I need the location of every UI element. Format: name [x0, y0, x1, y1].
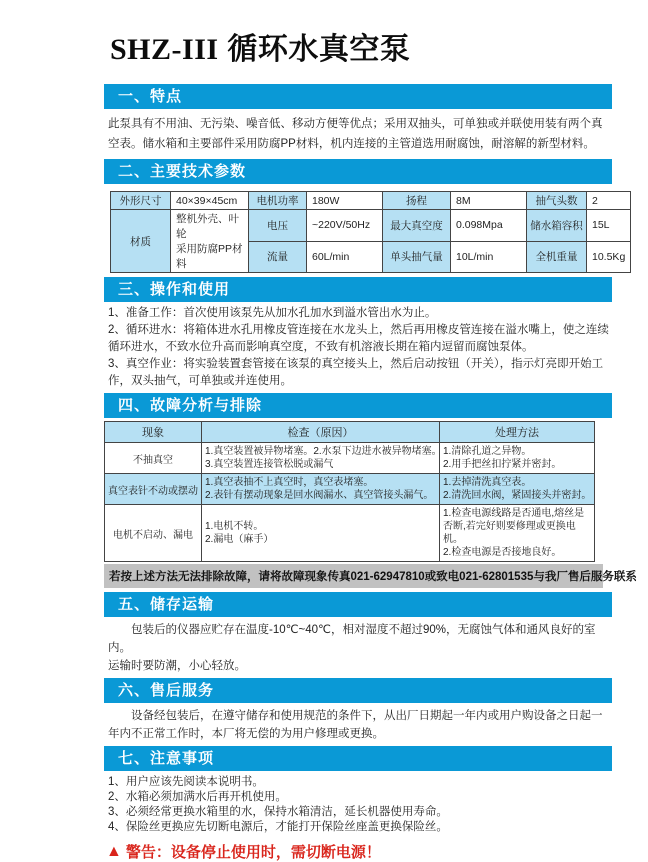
title-product-name: 循环水真空泵 [227, 33, 411, 66]
section-heading-notes: 七、注意事项 [104, 746, 612, 771]
spec-label-motor-power: 电机功率 [249, 192, 307, 210]
spec-label-weight: 全机重量 [527, 241, 587, 273]
section-heading-features: 一、特点 [104, 84, 612, 109]
spec-label-tank-volume: 储水箱容积 [527, 210, 587, 242]
section-heading-storage: 五、储存运输 [104, 592, 612, 617]
spec-value-motor-power: 180W [307, 192, 383, 210]
fault-header-check: 检查（原因） [202, 422, 440, 443]
spec-value-weight: 10.5Kg [587, 241, 631, 273]
notes-item-4: 4、保险丝更换应先切断电源后，才能打开保险丝座盖更换保险丝。 [108, 821, 448, 833]
notes-item-2: 2、水箱必须加满水后再开机使用。 [108, 791, 287, 803]
fault-row-gauge-needle [105, 474, 595, 505]
title-model: SHZ-III [110, 33, 219, 66]
fault-contact-note: 若按上述方法无法排除故障，请将故障现象传真021-62947810或致电021-62801535与我厂售后服务联系 [104, 564, 603, 588]
spec-value-single-head-rate: 10L/min [451, 241, 527, 273]
manual-page [0, 24, 648, 861]
section-heading-faults: 四、故障分析与排除 [104, 393, 612, 418]
storage-text [108, 621, 612, 675]
section-heading-specs: 二、主要技术参数 [104, 159, 612, 184]
fault-table [104, 421, 595, 562]
notes-item-1: 1、用户应该先阅读本说明书。 [108, 776, 264, 788]
fault-symptom: 真空表针不动或摆动 [105, 474, 202, 505]
service-text: 设备经包装后，在遵守储存和使用规范的条件下，从出厂日期起一年内或用户购设备之日起一年内不正常工作时，本厂将无偿的为用户修理或更换。 [108, 710, 603, 740]
fault-symptom: 不抽真空 [105, 443, 202, 474]
warning-triangle-icon: ▲ [106, 842, 122, 860]
spec-value-dimensions: 40×39×45cm [171, 192, 249, 210]
spec-label-lift: 扬程 [383, 192, 451, 210]
spec-material-line1: 整机外壳、叶轮 [176, 213, 239, 240]
operation-item-1: 1、准备工作：首次使用该泵先从加水孔加水到溢水管出水为止。 [108, 307, 437, 319]
spec-value-head-count: 2 [587, 192, 631, 210]
fault-fix-cell: 1.检查电源线路是否通电,熔丝是否断,若完好则要修理或更换电机。 2.检查电源是否接地良好。 [440, 505, 595, 562]
warning-text: 警告：设备停止使用时，需切断电源！ [125, 844, 381, 861]
spec-label-head-count: 抽气头数 [527, 192, 587, 210]
storage-line-1: 包装后的仪器应贮存在温度-10℃~40℃，相对湿度不超过90%，无腐蚀气体和通风良好的室内。 [108, 624, 596, 654]
fault-header-row [105, 422, 595, 443]
features-text: 此泵具有不用油、无污染、噪音低、移动方便等优点；采用双抽头，可单独或并联使用装有两个真空表。储水箱和主要部件采用防腐PP材料，机内连接的主管道选用耐腐蚀，耐溶解的新型材料。 [108, 118, 603, 150]
spec-row-1 [111, 192, 631, 210]
fault-row-no-vacuum [105, 443, 595, 474]
operation-list [108, 305, 612, 390]
fault-check-cell: 1.真空装置被异物堵塞。2.水泵下边进水被异物堵塞。 3.真空装置连接管松脱或漏气 [202, 443, 440, 474]
spec-label-max-vacuum: 最大真空度 [383, 210, 451, 242]
manual-content [104, 24, 637, 862]
operation-item-2: 2、循环进水：将箱体进水孔用橡皮管连接在水龙头上，然后再用橡皮管连接在溢水嘴上，使之连续循环进水，不致水位升高而影响真空度，不致有机溶液长期在箱内逗留而腐蚀泵体。 [108, 324, 609, 353]
spec-value-max-vacuum: 0.098Mpa [451, 210, 527, 242]
spec-value-tank-volume: 15L [587, 210, 631, 242]
notes-item-3: 3、必须经常更换水箱里的水，保持水箱清洁，延长机器使用寿命。 [108, 806, 448, 818]
spec-material-line2: 采用防腐PP材料 [176, 243, 243, 270]
fault-symptom: 电机不启动、漏电 [105, 505, 202, 562]
section-heading-operation: 三、操作和使用 [104, 277, 612, 302]
operation-item-3: 3、真空作业：将实验装置套管接在该泵的真空接头上，然后启动按钮（开关），指示灯亮即开始工作，双头抽气，可单独或并连使用。 [108, 358, 604, 387]
spec-label-dimensions: 外形尺寸 [111, 192, 171, 210]
fault-fix-cell: 1.去掉清洗真空表。 2.清洗回水阀，紧固接头并密封。 [440, 474, 595, 505]
spec-row-2 [111, 210, 631, 242]
spec-table [110, 191, 631, 273]
spec-label-single-head-rate: 单头抽气量 [383, 241, 451, 273]
spec-value-flow: 60L/min [307, 241, 383, 273]
storage-line-2: 运输时要防潮，小心轻放。 [108, 660, 246, 672]
fault-header-fix: 处理方法 [440, 422, 595, 443]
spec-label-flow: 流量 [249, 241, 307, 273]
spec-value-voltage: ~220V/50Hz [307, 210, 383, 242]
section-heading-service: 六、售后服务 [104, 678, 612, 703]
spec-value-material [171, 210, 249, 273]
warning-line [106, 841, 612, 862]
spec-label-voltage: 电压 [249, 210, 307, 242]
notes-list [108, 775, 612, 835]
fault-check-cell: 1.真空表抽不上真空时，真空表堵塞。 2.表针有摆动现象是回水阀漏水、真空管接头漏气。 [202, 474, 440, 505]
spec-value-lift: 8M [451, 192, 527, 210]
fault-header-symptom: 现象 [105, 422, 202, 443]
page-title [110, 24, 612, 68]
spec-label-material: 材质 [111, 210, 171, 273]
fault-fix-cell: 1.清除孔道之异物。 2.用手把丝扣拧紧并密封。 [440, 443, 595, 474]
fault-row-motor [105, 505, 595, 562]
fault-check-cell: 1.电机不转。 2.漏电（麻手） [202, 505, 440, 562]
